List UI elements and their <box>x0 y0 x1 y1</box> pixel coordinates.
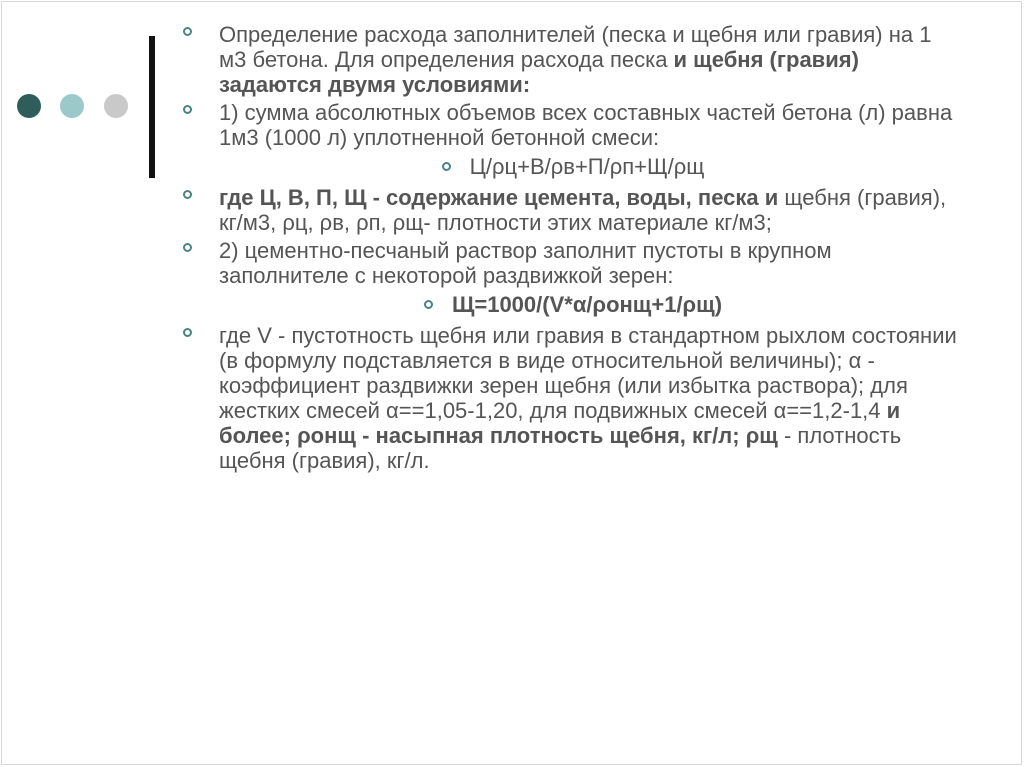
bullet-circle-icon <box>183 190 192 199</box>
decor-dot-gray <box>104 94 128 118</box>
decor-dot-teal <box>60 94 84 118</box>
intro-text-bold: и щебня (гравия) задаются двумя условиями: <box>219 47 859 97</box>
vertical-accent-bar <box>149 36 155 178</box>
slide-content <box>183 22 963 476</box>
intro-text: Определение расхода заполнителей (песка и щебня или гравия) на 1 м3 бетона. Для определения расхода песка <box>219 22 932 72</box>
bullet-circle-icon <box>183 328 192 337</box>
bullet-circle-icon <box>183 27 192 36</box>
bullet-item-legend-1 <box>183 185 963 235</box>
formula-2: Щ=1000/(V*α/ρонщ+1/ρщ) <box>451 292 723 317</box>
condition-1-text: 1) сумма абсолютных объемов всех составных частей бетона (л) равна 1м3 (1000 л) уплотненной бетонной смеси: <box>219 100 953 150</box>
legend-2-bold: и более; ρонщ - насыпная плотность щебня, кг/л; ρщ <box>219 398 901 448</box>
legend-1-bold: где Ц, В, П, Щ - содержание цемента, воды, песка и <box>219 185 779 210</box>
bullet-circle-icon <box>424 300 433 309</box>
bullet-item-legend-2 <box>183 323 963 473</box>
bullet-circle-icon <box>183 243 192 252</box>
bullet-circle-icon <box>442 162 451 171</box>
legend-2-tail: - плотность щебня (гравия), кг/л. <box>219 423 902 473</box>
formula-1-item <box>183 154 963 179</box>
bullet-item-condition-1 <box>183 100 963 150</box>
formula-2-item <box>183 292 963 317</box>
legend-2-text: где V - пустотность щебня или гравия в стандартном рыхлом состоянии (в формулу подставляется в виде относительной величины); α - коэффициент раздвижки зерен щебня (или избытка раствора); для жестких смесей α==1,05-1,20, для подвижных смесей α==1,2-1,4 <box>219 323 957 423</box>
condition-2-text: 2) цементно-песчаный раствор заполнит пустоты в крупном заполнителе с некоторой раздвижкой зерен: <box>219 238 832 288</box>
bullet-item-condition-2 <box>183 238 963 288</box>
formula-1: Ц/ρц+В/ρв+П/ρп+Щ/ρщ <box>469 154 705 179</box>
bullet-circle-icon <box>183 105 192 114</box>
bullet-item-intro <box>183 22 963 97</box>
decor-dot-dark <box>17 94 41 118</box>
legend-1-text: щебня (гравия), кг/м3, ρц, ρв, ρп, ρщ- плотности этих материале кг/м3; <box>219 185 947 235</box>
